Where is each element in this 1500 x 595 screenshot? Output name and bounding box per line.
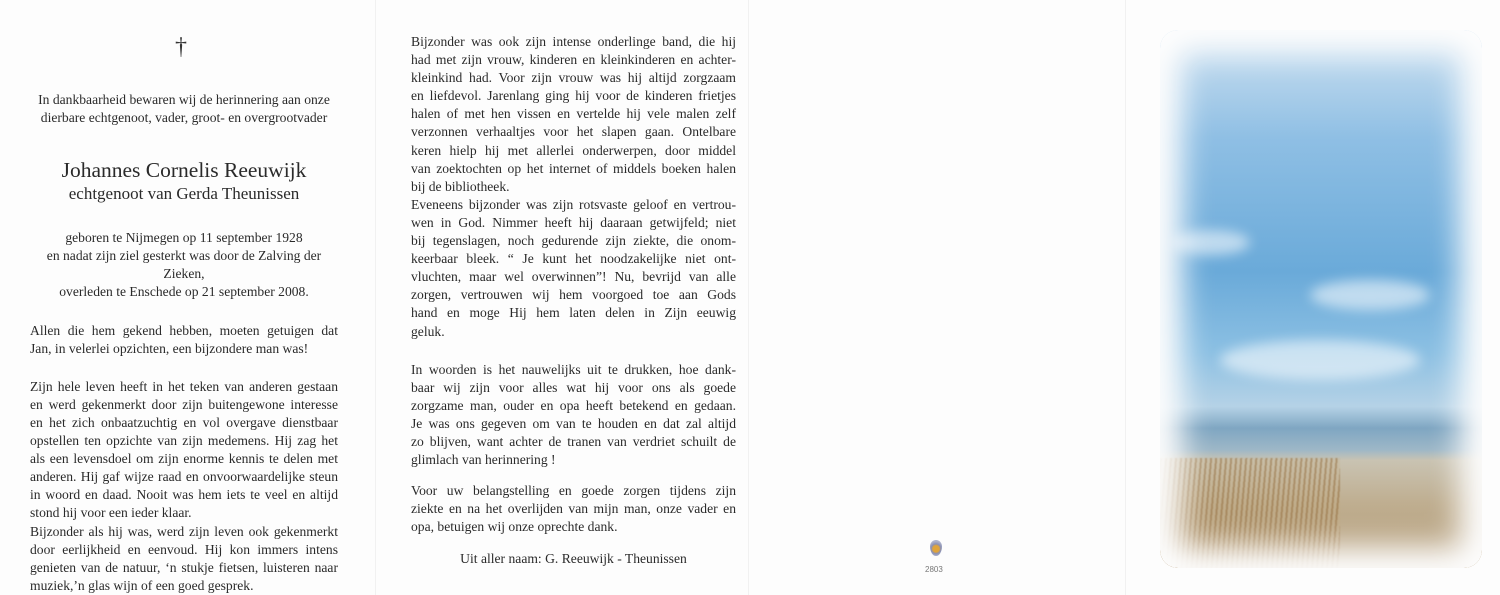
text-line: Bijzonder was ook zijn intense onderlinge band, die hij xyxy=(411,34,736,49)
text-line: Zieken, xyxy=(163,266,205,282)
text-line: geluk. xyxy=(411,323,445,339)
text-line: muziek,’n glas wijn of een goed gesprek. xyxy=(30,577,254,593)
text-line: zorgzame man, ouder en opa heeft betekend en gedaan. xyxy=(411,397,736,413)
fold-line xyxy=(375,0,376,595)
text-line: anderen. Hij gaf wijze raad en onvoorwaardelijke steun xyxy=(30,469,338,485)
fold-line xyxy=(1125,0,1126,595)
text-line: Allen die hem gekend hebben, moeten getuigen dat xyxy=(30,322,338,338)
text-line: vluchten, maar wel overwinnen”! Nu, bevrijd van alle xyxy=(411,269,736,285)
paragraph xyxy=(411,33,736,196)
text-line: zo blijven, want achter de tranen van verdriet schuilt de xyxy=(411,433,736,449)
text-line: opstellen ten opzichte van zijn medemens. Hij zag het xyxy=(30,433,338,449)
text-line: wen in God. Nimmer heeft hij daaraan getwijfeld; niet xyxy=(411,214,736,230)
text-line: door eerlijkheid en eenvoud. Hij kon immers intens xyxy=(30,541,338,557)
paragraph xyxy=(30,523,338,595)
text-line: dierbare echtgenoot, vader, groot- en overgrootvader xyxy=(40,110,328,126)
text-line: van zoektochten op het internet of middels boeken halen xyxy=(411,160,736,176)
middle-column xyxy=(411,33,736,569)
text-line: en nadat zijn ziel gesterkt was door de Zalving der xyxy=(46,248,322,264)
beach-photo xyxy=(1160,30,1482,568)
text-line: Je was ons gegeven om van te houden en dat zal altijd xyxy=(411,415,736,431)
intro-text xyxy=(30,91,338,127)
printer-logo-icon xyxy=(930,540,942,556)
text-line: opa, betuigen wij onze oprechte dank. xyxy=(411,519,618,535)
paragraph xyxy=(30,378,338,523)
paragraph xyxy=(30,322,338,358)
paragraph xyxy=(411,482,736,536)
paragraph xyxy=(411,196,736,341)
text-line: en werd gekenmerkt door zijn buitengewone interesse xyxy=(30,396,338,412)
text-line: In dankbaarheid bewaren wij de herinnering aan onze xyxy=(38,92,330,107)
text-line: als een levensdoel om zijn enorme kennis te delen met xyxy=(30,451,338,467)
text-line: bij de bibliotheek. xyxy=(411,178,510,194)
printer-number: 2803 xyxy=(925,565,943,574)
text-line: bij tegenslagen, noch gedurende zijn ziekte, die onom- xyxy=(411,233,736,249)
spouse-line: echtgenoot van Gerda Theunissen xyxy=(68,184,300,204)
text-line: ziekte en na het overlijden van mijn man, onze vader en xyxy=(411,501,736,517)
text-line: In woorden is het nauwelijks uit te drukken, hoe dank- xyxy=(411,361,736,377)
deceased-name: Johannes Cornelis Reeuwijk xyxy=(61,158,307,183)
text-line: in woord en daad. Nooit was hem iets te veel en altijd xyxy=(30,487,338,503)
signature: Uit aller naam: G. Reeuwijk - Theunissen xyxy=(460,551,687,567)
paragraph xyxy=(411,361,736,470)
text-line: verzonnen verhaaltjes voor het slapen gaan. Ontelbare xyxy=(411,124,736,140)
left-column xyxy=(30,91,338,595)
text-line: stond hij voor een ieder klaar. xyxy=(30,505,192,521)
text-line: Voor uw belangstelling en goede zorgen tijdens zijn xyxy=(411,483,736,499)
text-line: Jan, in velerlei opzichten, een bijzondere man was! xyxy=(30,340,309,356)
fold-line xyxy=(748,0,749,595)
text-line: Bijzonder als hij was, werd zijn leven ook gekenmerkt xyxy=(30,523,338,539)
text-line: en het zich onbaatzuchtig en vol overgave dienstbaar xyxy=(30,414,338,430)
text-line: overleden te Enschede op 21 september 2008. xyxy=(59,284,309,300)
text-line: genieten van de natuur, ‘n stukje fietsen, luisteren naar xyxy=(30,559,338,575)
dates-text xyxy=(30,229,338,301)
text-line: keerbaar bleek. “ Je kunt het noodzakelijke niet ont- xyxy=(411,251,736,267)
text-line: hand en moge Hij hem laten delen in Zijn eeuwig xyxy=(411,305,736,321)
text-line: Zijn hele leven heeft in het teken van anderen gestaan xyxy=(30,378,338,394)
text-line: en liefdevol. Jarenlang ging hij voor de kinderen frietjes xyxy=(411,88,736,104)
text-line: kleinkind had. Voor zijn vrouw was hij altijd zorgzaam xyxy=(411,70,736,86)
cross-icon: † xyxy=(175,34,187,60)
text-line: had met zijn vrouw, kinderen en kleinkinderen en achter- xyxy=(411,52,736,68)
text-line: zorgen, vertrouwen wij hem voorgoed toe aan Gods xyxy=(411,287,736,303)
text-line: glimlach van herinnering ! xyxy=(411,452,556,468)
text-line: baar wij zijn voor alles wat hij voor ons als goede xyxy=(411,379,736,395)
text-line: keren hielp hij met allerlei onderwerpen, door middel xyxy=(411,142,736,158)
text-line: halen of met hen vissen en vertelde hij vele malen zelf xyxy=(411,106,736,122)
text-line: Eveneens bijzonder was zijn rotsvaste geloof en vertrou- xyxy=(411,196,736,212)
text-line: geboren te Nijmegen op 11 september 1928 xyxy=(65,230,303,246)
